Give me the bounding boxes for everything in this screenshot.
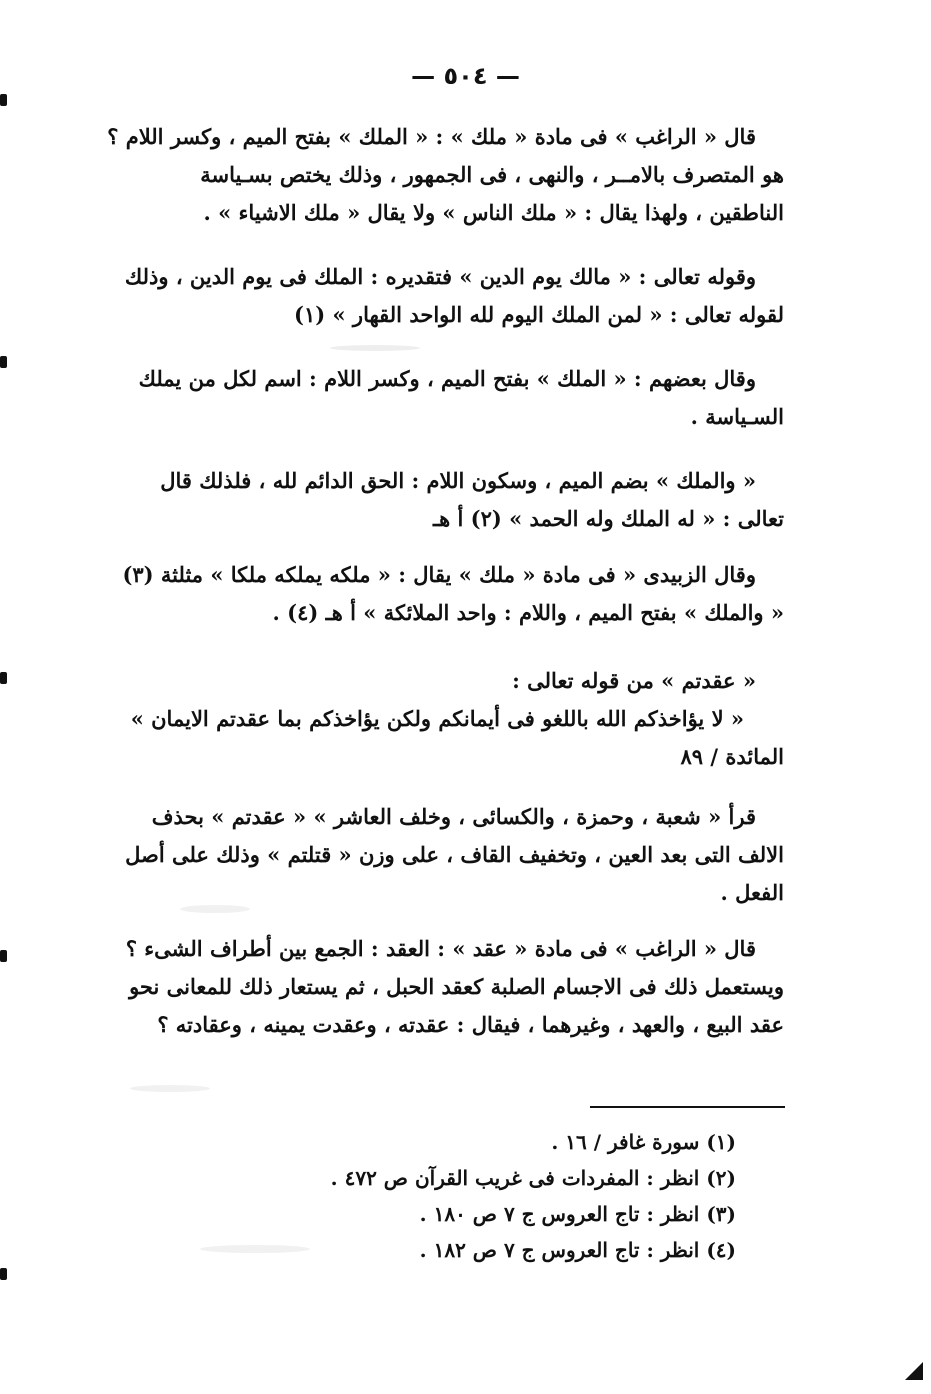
paragraph-line: لقوله تعالى : « لمن الملك اليوم لله الواحد القهار » (١) [294,302,784,327]
binding-mark [0,672,7,684]
paragraph-line: قرأ « شعبة ، وحمزة ، والكسائى ، وخلف العاشر » « عقدتم » بحذف [151,804,756,829]
verse-text: « لا يؤاخذكم الله باللغو فى أيمانكم ولكن يؤاخذكم بما عقدتم الايمان » [130,706,744,731]
verse-block [108,662,784,776]
footnote-divider [590,1106,785,1108]
scan-noise [200,1245,310,1253]
scan-noise [130,1085,210,1092]
paragraph-1 [108,118,784,232]
binding-mark [0,356,7,368]
paragraph-2 [108,258,784,334]
paragraph-line: « والملك » بضم الميم ، وسكون اللام : الحق الدائم لله ، فلذلك قال [160,468,756,493]
paragraph-line: وقوله تعالى : « مالك يوم الدين » فتقديره : الملك فى يوم الدين ، وذلك [124,264,756,289]
footnote-2: (٢) انظر : المفردات فى غريب القرآن ص ٤٧٢ . [330,1166,736,1190]
corner-mark [905,1362,923,1380]
paragraph-4 [108,462,784,538]
footnote-1: (١) سورة غافر / ١٦ . [551,1130,736,1154]
footnote-4: (٤) انظر : تاج العروس ج ٧ ص ١٨٢ . [419,1238,736,1262]
verse-reference: المائدة / ٨٩ [680,744,784,769]
paragraph-line: تعالى : « له الملك وله الحمد » (٢) أ هـ [432,506,784,531]
scan-noise [180,905,250,913]
binding-mark [0,1268,7,1280]
paragraph-line: الالف التى بعد العين ، وتخفيف القاف ، على وزن « قتلتم » وذلك على أصل [125,842,784,867]
paragraph-5 [108,556,784,632]
binding-mark [0,94,7,106]
paragraph-line: الناطقين ، ولهذا يقال : « ملك الناس » ولا يقال « ملك الاشياء » . [203,200,784,225]
verse-heading: « عقدتم » من قوله تعالى : [512,668,756,693]
paragraph-line: قال « الراغب » فى مادة « ملك » : « الملك » بفتح الميم ، وكسر اللام ؟ [107,124,756,149]
paragraph-line: « والملك » بفتح الميم ، واللام : واحد الملائكة » أ هـ (٤) . [272,600,784,625]
paragraph-line: عقد البيع ، والعهد ، وغيرهما ، فيقال : عقدته ، وعقدت يمينه ، وعقادته ؟ [157,1012,784,1037]
footnote-3: (٣) انظر : تاج العروس ج ٧ ص ١٨٠ . [419,1202,736,1226]
page-number: — ٥٠٤ — [411,62,520,90]
paragraph-line: هو المتصرف بالامــر ، والنهى ، فى الجمهور ، وذلك يختص بسـياسة [200,162,784,187]
footnotes [260,1124,736,1268]
paragraph-line: ويستعمل ذلك فى الاجسام الصلبة كعقد الحبل ، ثم يستعار ذلك للمعانى نحو [129,974,784,999]
paragraph-7 [108,798,784,912]
paragraph-3 [108,360,784,436]
paragraph-line: السـياسة . [690,404,784,429]
paragraph-line: قال « الراغب » فى مادة « عقد » : العقد : الجمع بين أطراف الشىء ؟ [125,936,756,961]
scan-noise [330,345,420,351]
paragraph-8 [108,930,784,1044]
paragraph-line: الفعل . [720,880,784,905]
binding-mark [0,950,7,962]
paragraph-line: وقال بعضهم : « الملك » بفتح الميم ، وكسر اللام : اسم لكل من يملك [138,366,756,391]
paragraph-line: وقال الزبيدى « فى مادة « ملك » يقال : « ملكه يملكه ملكا » مثلثة (٣) [122,562,756,587]
